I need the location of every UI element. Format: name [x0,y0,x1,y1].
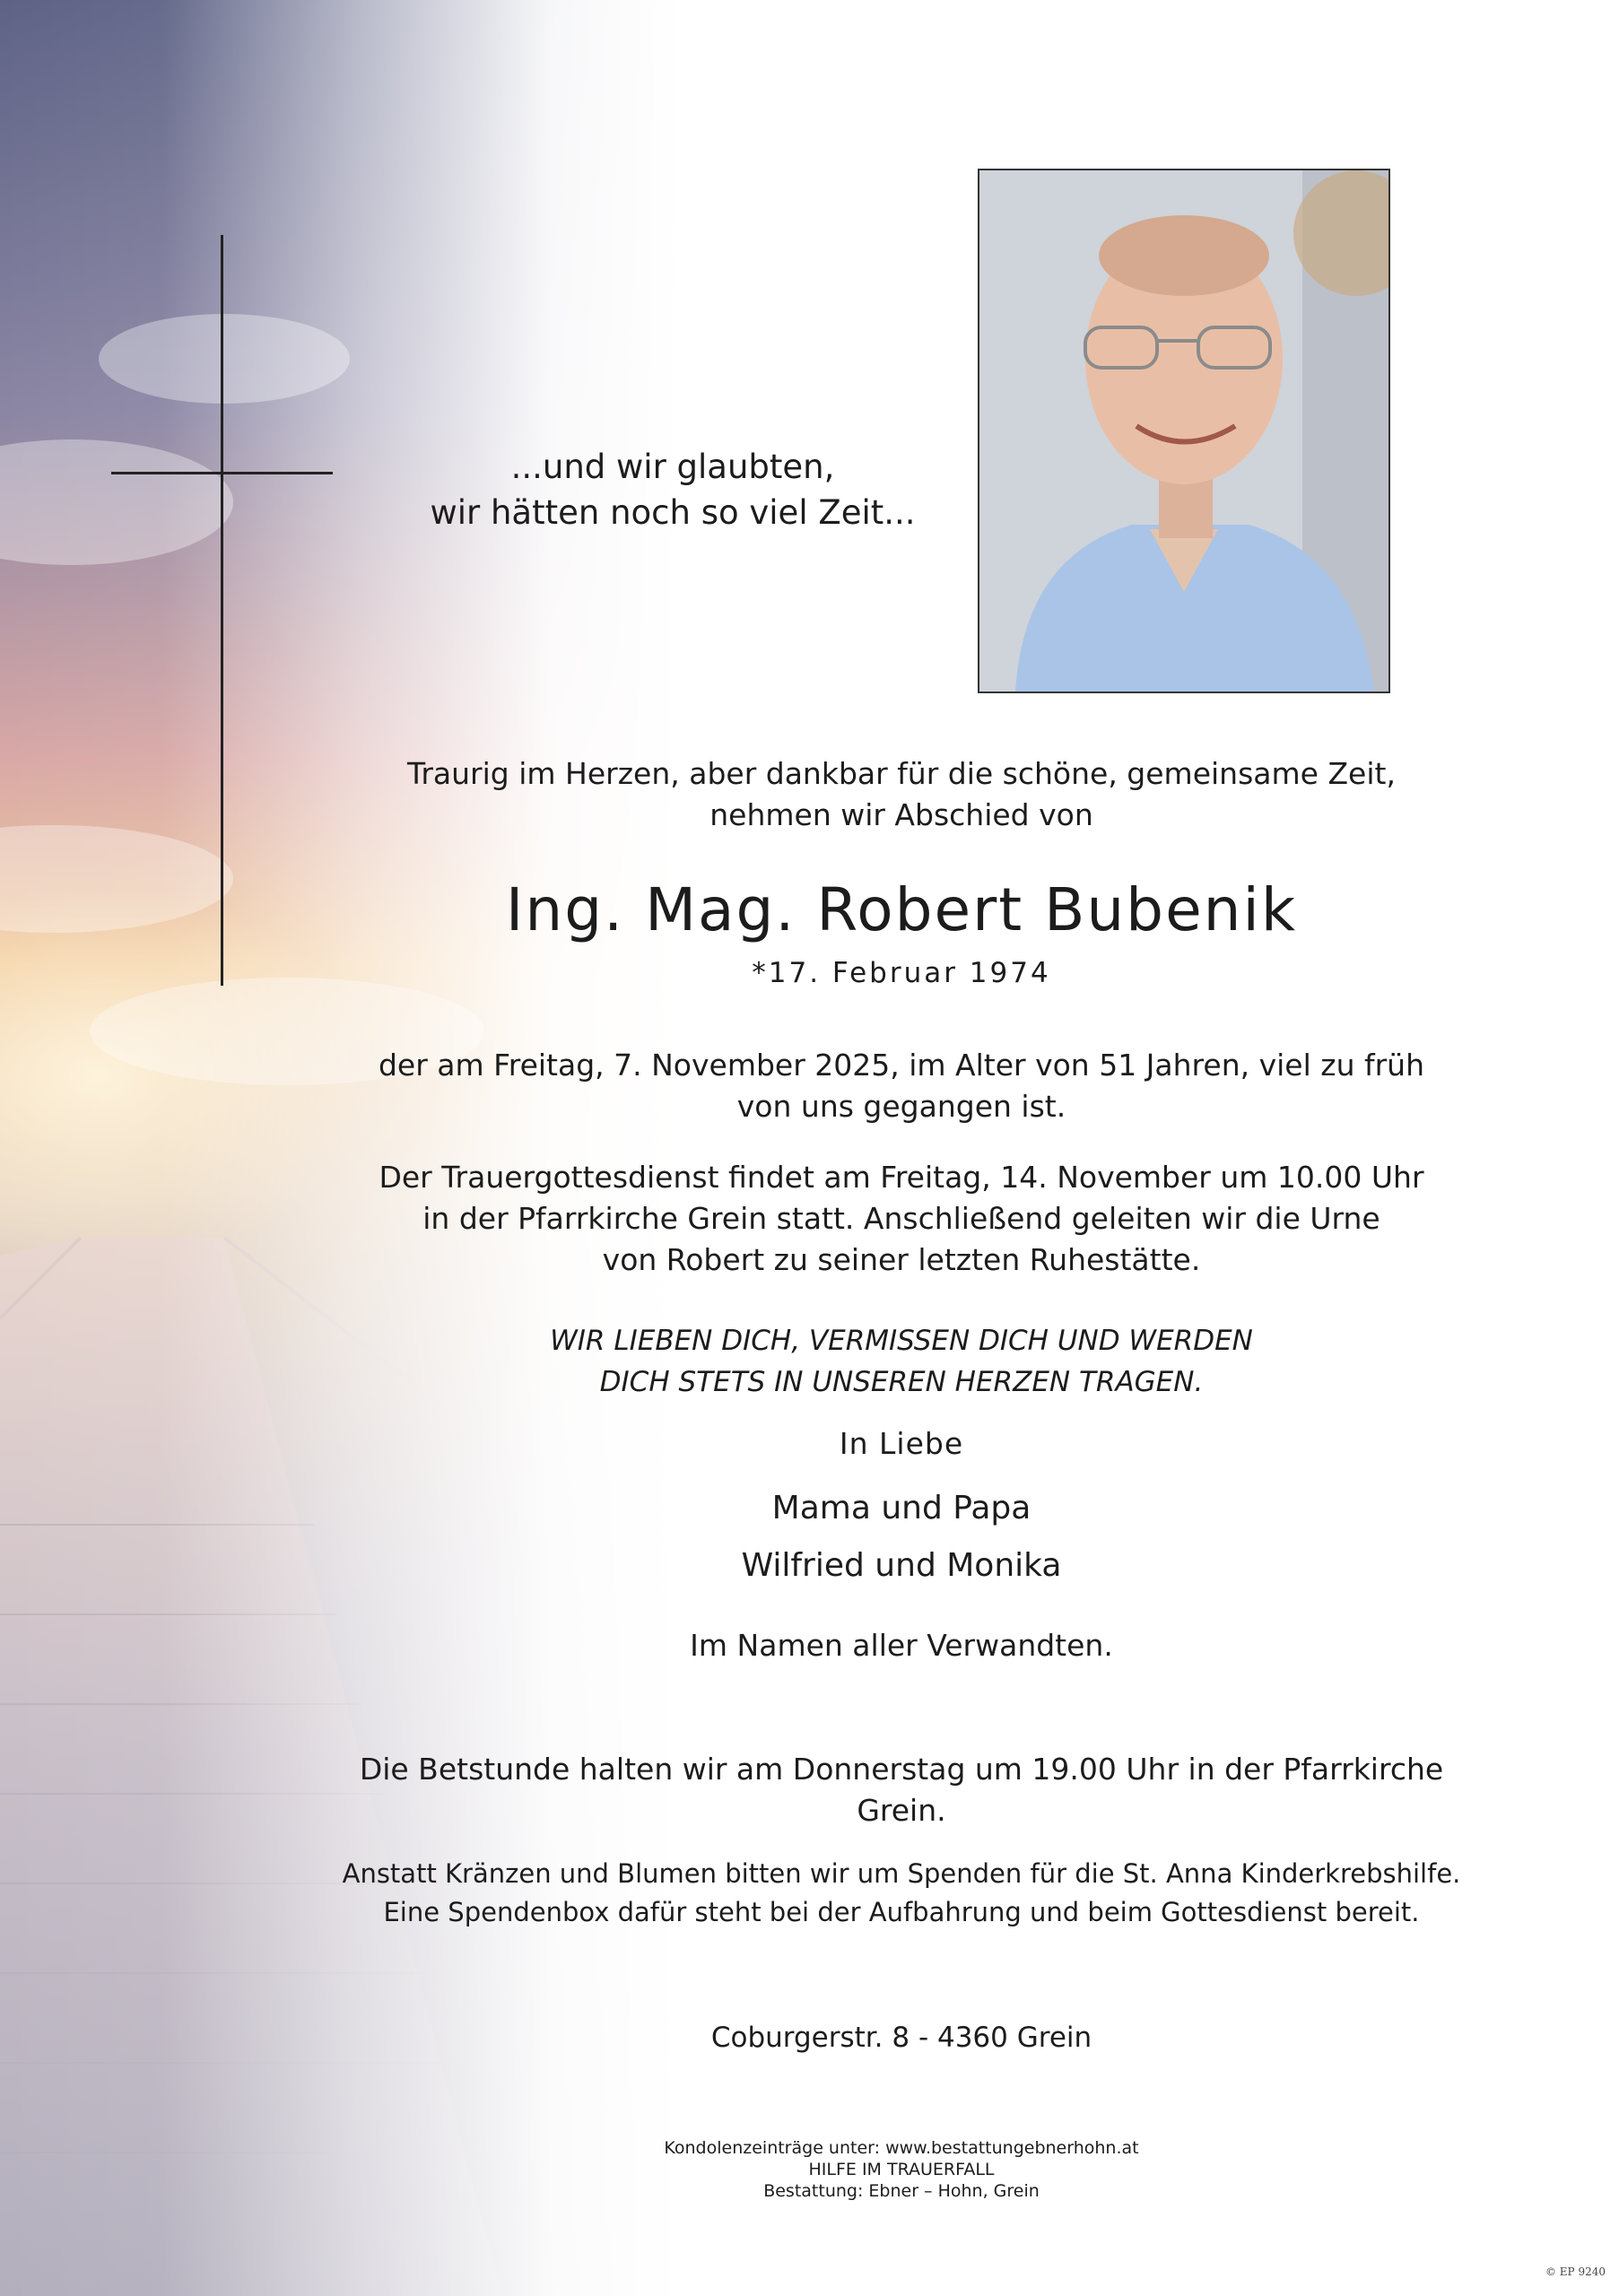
birth-date: *17. Februar 1974 [752,957,1051,989]
family-member: Mama und Papa [771,1490,1031,1526]
death-notice: der am Freitag, 7. November 2025, im Alter von 51 Jahren, viel zu früh von uns gegangen ist. [378,1048,1424,1124]
prayer-hour-info: Die Betstunde halten wir am Donnerstag um 19.00 Uhr in der Pfarrkirche Grein. [359,1752,1444,1828]
intro-text: Traurig im Herzen, aber dankbar für die schöne, gemeinsame Zeit, nehmen wir Abschied von [407,756,1396,832]
family-signatures [341,1480,1462,1595]
help-label: HILFE IM TRAUERFALL [808,2160,995,2179]
portrait-photo [978,169,1390,693]
memorial-motto: WIR LIEBEN DICH, VERMISSEN DICH UND WERDEN DICH STETS IN UNSEREN HERZEN TRAGEN. [550,1325,1253,1398]
in-love-label: In Liebe [839,1426,964,1461]
deceased-name: Ing. Mag. Robert Bubenik [505,875,1298,944]
undertaker-footer [448,2137,1354,2202]
cross-vertical-bar [221,235,223,986]
cross-horizontal-bar [111,472,333,474]
relatives-line: Im Namen aller Verwandten. [690,1628,1113,1663]
opening-quote: ...und wir glaubten, wir hätten noch so viel Zeit... [430,448,916,532]
family-member: Wilfried und Monika [741,1547,1062,1584]
print-code: © EP 9240 [1545,2266,1606,2278]
family-address: Coburgerstr. 8 - 4360 Grein [710,2022,1092,2054]
undertaker-name: Bestattung: Ebner – Hohn, Grein [763,2181,1040,2201]
donation-info: Anstatt Kränzen und Blumen bitten wir um Spenden für die St. Anna Kinderkrebshilfe. Eine Spendenbox dafür steht bei der Aufbahrung und beim Gottesdienst bereit. [342,1858,1461,1927]
funeral-service-info: Der Trauergottesdienst findet am Freitag, 14. November um 10.00 Uhr in der Pfarrkirche Grein statt. Anschließend geleiten wir die Urne von Robert zu seiner letzten Ruhestätte. [379,1160,1424,1277]
condolence-url: Kondolenzeinträge unter: www.bestattungebnerhohn.at [664,2138,1139,2158]
